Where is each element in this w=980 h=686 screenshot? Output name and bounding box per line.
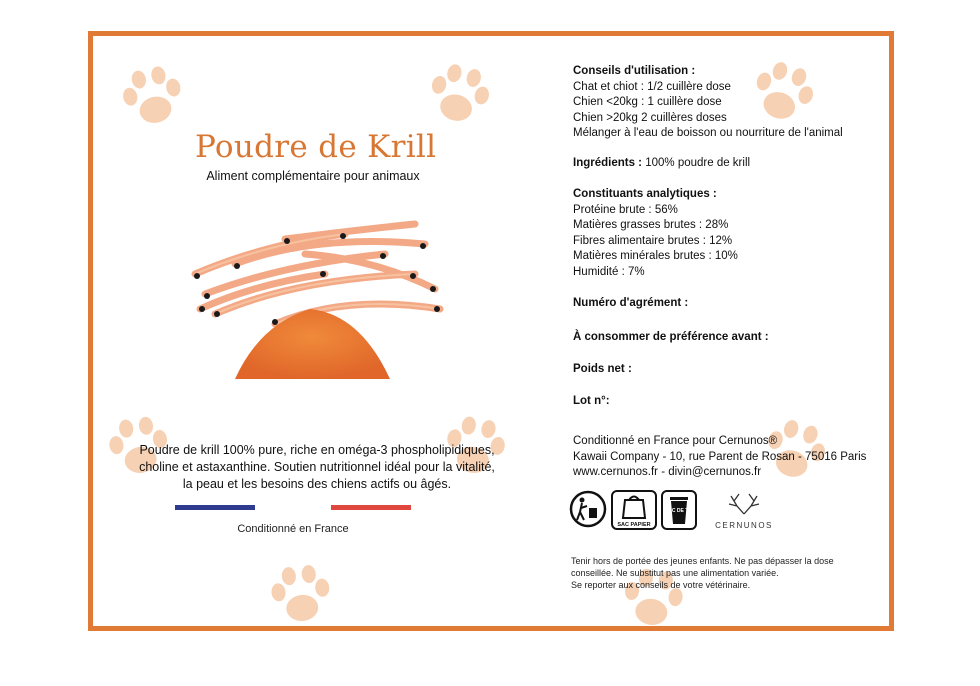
net-weight-section xyxy=(573,362,893,378)
safety-warning xyxy=(571,555,881,591)
product-subtitle: Aliment complémentaire pour animaux xyxy=(206,169,420,183)
ingredients-section xyxy=(573,156,893,172)
description-line: la peau et les besoins des chiens actifs ou âgés. xyxy=(182,477,452,491)
company-section xyxy=(573,434,893,481)
lot-label: Lot n°: xyxy=(573,395,610,407)
lot-section xyxy=(573,394,893,410)
description-line: choline et astaxanthine. Soutien nutritionnel idéal pour la vitalité, xyxy=(139,460,495,474)
ingredients-label: Ingrédients : xyxy=(573,157,643,169)
net-weight-label: Poids net : xyxy=(573,363,632,375)
product-description xyxy=(127,442,507,493)
analytics-line: Fibres alimentaire brutes : 12% xyxy=(573,234,733,247)
analytics-line: Humidité : 7% xyxy=(573,265,645,278)
paper-bag-icon xyxy=(611,490,657,530)
usage-line: Mélanger à l'eau de boisson ou nourriture de l'animal xyxy=(573,127,843,139)
product-label xyxy=(88,31,894,631)
best-before-section xyxy=(573,330,893,346)
paw-print-icon xyxy=(110,55,195,140)
usage-line: Chien >20kg 2 cuillères doses xyxy=(573,111,727,124)
warning-line: Tenir hors de portée des jeunes enfants. Ne pas dépasser la dose xyxy=(571,556,834,566)
usage-section xyxy=(573,64,893,142)
bin-logo-text: BAC DE TRI xyxy=(664,508,694,514)
bag-logo-text: SAC PAPIER xyxy=(617,522,651,528)
recycle-person-icon xyxy=(569,490,607,528)
made-in-france-label: Conditionné en France xyxy=(237,523,349,535)
product-title: Poudre de Krill xyxy=(195,129,437,165)
sorting-bin-icon xyxy=(661,490,697,530)
paw-print-icon xyxy=(261,556,340,631)
flag-red-bar xyxy=(331,505,411,510)
analytics-section xyxy=(573,187,893,280)
usage-heading: Conseils d'utilisation : xyxy=(573,65,696,77)
ingredients-value: 100% poudre de krill xyxy=(642,157,751,169)
approval-section xyxy=(573,296,893,312)
company-line: Kawaii Company - 10, rue Parent de Rosan - 75016 Paris xyxy=(573,450,867,463)
description-line: Poudre de krill 100% pure, riche en oméga-3 phospholipidiques, xyxy=(139,443,495,457)
best-before-label: À consommer de préférence avant : xyxy=(573,331,769,343)
company-line: www.cernunos.fr - divin@cernunos.fr xyxy=(573,466,762,478)
company-line: Conditionné en France pour Cernunos® xyxy=(573,435,778,447)
usage-line: Chat et chiot : 1/2 cuillère dose xyxy=(573,80,731,93)
analytics-line: Matières minérales brutes : 10% xyxy=(573,250,738,262)
paw-print-icon xyxy=(415,52,502,139)
brand-name-text: CERNUNOS xyxy=(715,521,773,530)
warning-line: Se reporter aux conseils de votre vétérinaire. xyxy=(571,580,751,590)
cernunos-brand-logo xyxy=(709,490,779,536)
warning-line: conseillée. Ne substitut pas une alimentation variée. xyxy=(571,568,779,578)
approval-label: Numéro d'agrément : xyxy=(573,297,689,309)
krill-powder-image xyxy=(175,214,465,386)
usage-line: Chien <20kg : 1 cuillère dose xyxy=(573,96,722,108)
logos-row xyxy=(569,490,809,536)
analytics-heading: Constituants analytiques : xyxy=(573,188,717,200)
analytics-line: Protéine brute : 56% xyxy=(573,203,678,216)
flag-blue-bar xyxy=(175,505,255,510)
analytics-line: Matières grasses brutes : 28% xyxy=(573,219,729,231)
